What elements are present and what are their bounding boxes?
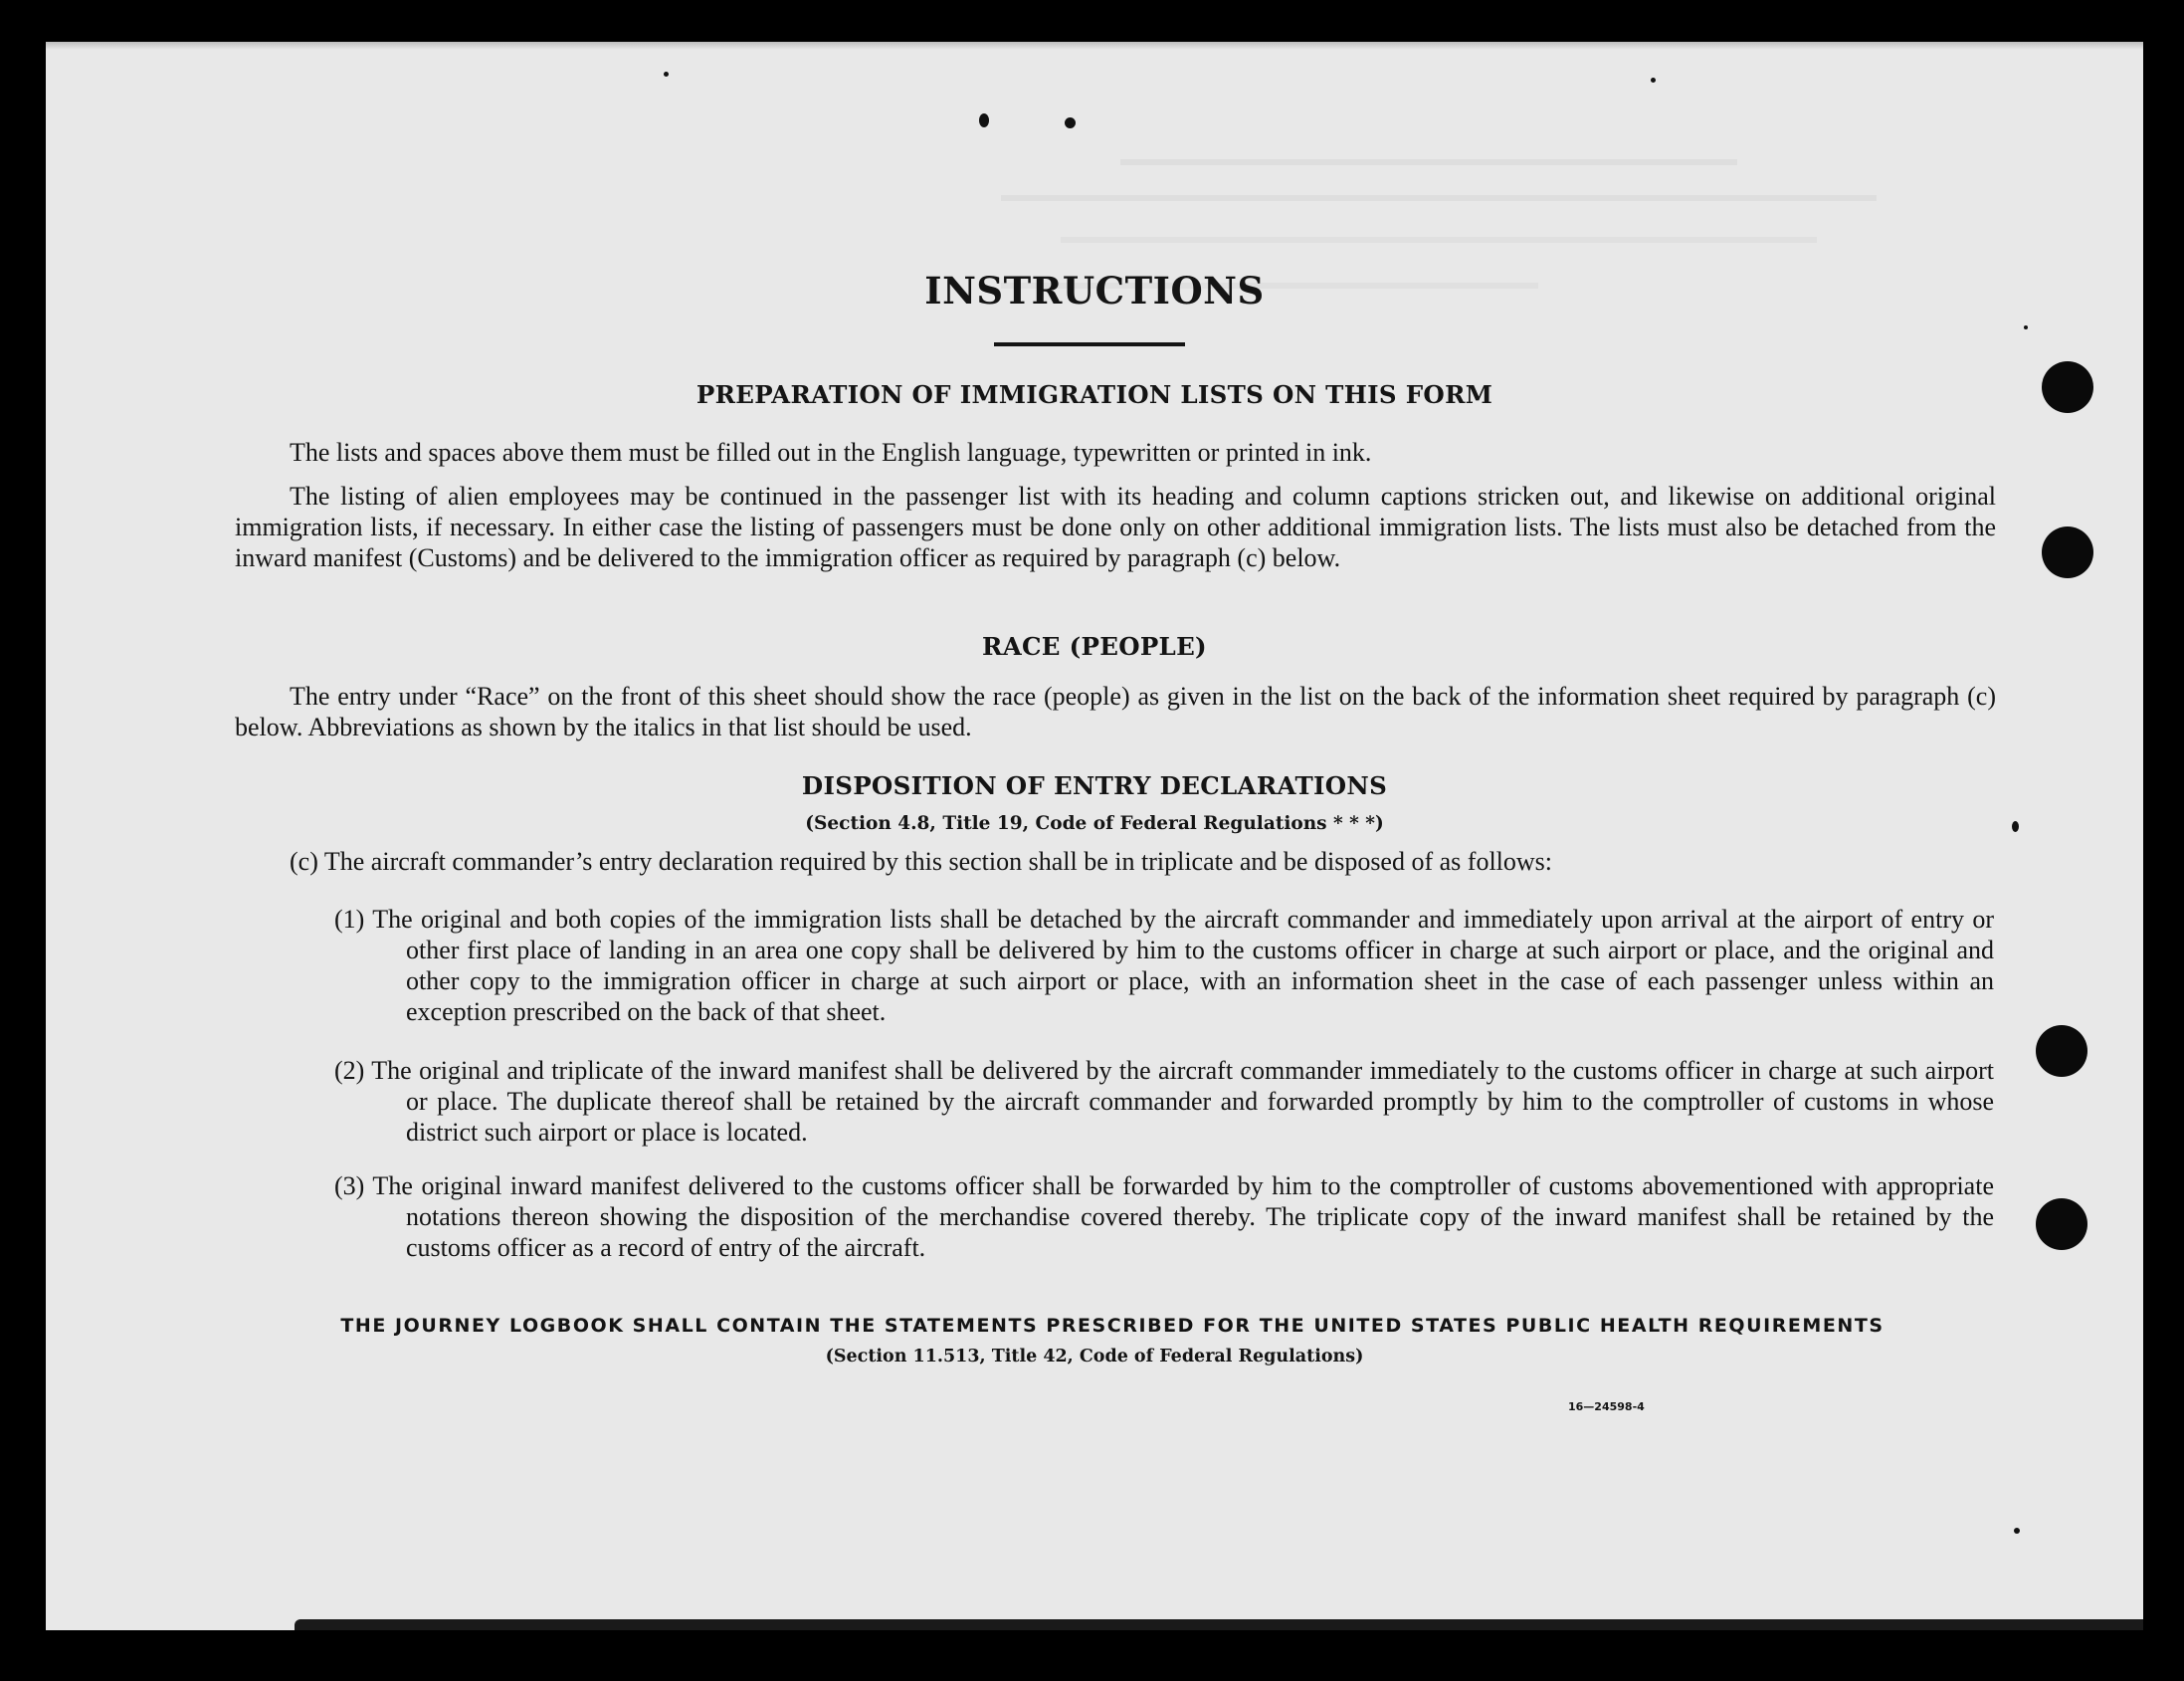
- scan-speck: [2012, 821, 2019, 832]
- document-page: [46, 42, 2143, 1630]
- page-title: INSTRUCTIONS: [924, 269, 1265, 313]
- bottom-edge-shadow: [295, 1619, 2143, 1630]
- scan-speck: [1065, 117, 1076, 128]
- punch-hole-1: [2042, 361, 2093, 413]
- paragraph-c-intro: (c) The aircraft commander’s entry declaration required by this section shall be in triplicate and be disposed of as follows:: [290, 847, 1553, 876]
- form-number: 16—24598-4: [1568, 1400, 1645, 1413]
- section-heading-preparation: PREPARATION OF IMMIGRATION LISTS ON THIS FORM: [695, 380, 1493, 409]
- scan-speck: [2014, 1528, 2020, 1534]
- punch-hole-2: [2042, 526, 2093, 578]
- scan-speck: [664, 72, 669, 77]
- public-health-citation: (Section 11.513, Title 42, Code of Federal Regulations): [825, 1347, 1364, 1366]
- scan-speck: [979, 113, 989, 127]
- list-item-3: (3) The original inward manifest delivered to the customs officer shall be forwarded by him to the comptroller of customs abovementioned with appropriate notations thereon showing the disposition of the merchandise covered thereby. The triplicate copy of the inward manifest shall be retained by the customs officer as a record of entry of the aircraft.: [334, 1171, 1994, 1262]
- section-heading-race: RACE (PEOPLE): [982, 632, 1207, 661]
- paragraph-english-language: The lists and spaces above them must be filled out in the English language, typewritten or printed in ink.: [290, 438, 1372, 467]
- public-health-statement: THE JOURNEY LOGBOOK SHALL CONTAIN THE STATEMENTS PRESCRIBED FOR THE UNITED STATES PUBLIC HEALTH REQUIREMENTS: [340, 1315, 1885, 1337]
- list-item-1: (1) The original and both copies of the immigration lists shall be detached by the aircraft commander and immediately upon arrival at the airport of entry or other first place of landing in an area one copy shall be delivered by him to the customs officer in charge at such airport or place, and the original and other copy to the immigration officer in charge at such airport or place, with an information sheet in the case of each passenger unless within an exception prescribed on the back of that sheet.: [334, 905, 1994, 1026]
- scan-speck: [2024, 325, 2028, 329]
- list-item-2: (2) The original and triplicate of the inward manifest shall be delivered by the aircraft commander immediately to the customs officer in charge at such airport or place. The duplicate thereof shall be retained by the aircraft commander and forwarded promptly by him to the comptroller of customs in whose district such airport or place is located.: [334, 1056, 1994, 1147]
- scan-speck: [1651, 78, 1656, 83]
- title-underline: [994, 342, 1185, 346]
- paragraph-race-entry: The entry under “Race” on the front of this sheet should show the race (people) as given in the list on the back of the information sheet required by paragraph (c) below. Abbreviations as shown by the italics in that list should be used.: [235, 682, 1996, 741]
- paragraph-alien-employees: The listing of alien employees may be continued in the passenger list with its heading and column captions stricken out, and likewise on additional original immigration lists, if necessary. In either case the listing of passengers must be done only on other additional immigration lists. The lists must also be detached from the inward manifest (Customs) and be delivered to the immigration officer as required by paragraph (c) below.: [235, 482, 1996, 572]
- punch-hole-3: [2036, 1025, 2087, 1077]
- top-edge-shadow: [46, 42, 2143, 50]
- punch-hole-4: [2036, 1198, 2087, 1250]
- section-heading-disposition: DISPOSITION OF ENTRY DECLARATIONS: [801, 771, 1388, 800]
- section-citation: (Section 4.8, Title 19, Code of Federal Regulations * * *): [805, 813, 1384, 834]
